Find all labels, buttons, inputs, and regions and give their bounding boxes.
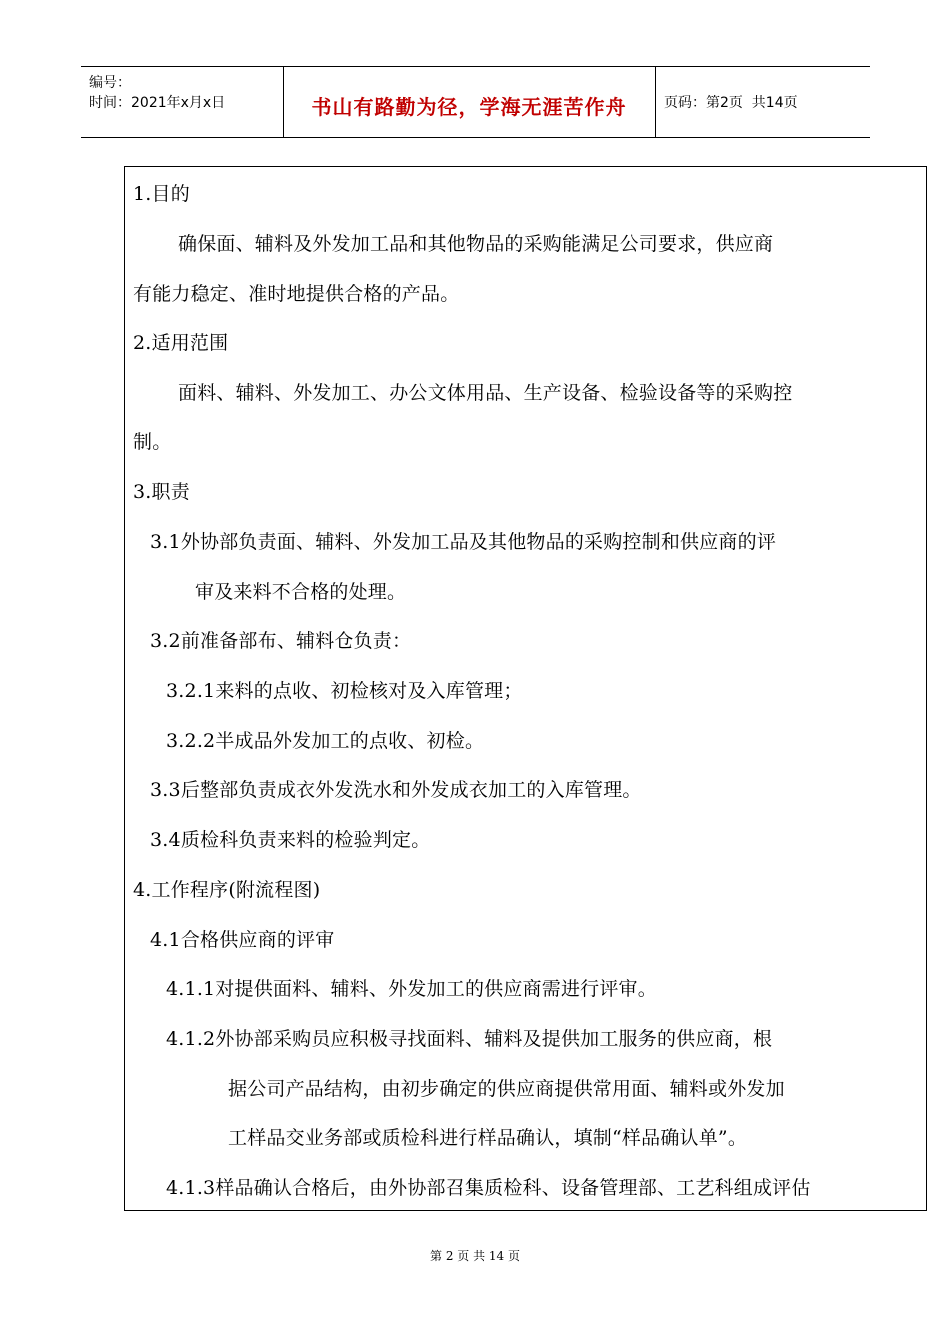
paragraph-line: 4.1.1对提供面料、辅料、外发加工的供应商需进行评审。 [166,978,657,1000]
paragraph-line: 3.2.2半成品外发加工的点收、初检。 [166,730,485,752]
motto: 书山有路勤为径，学海无涯苦作舟 [311,95,627,119]
subsection-heading: 4.1合格供应商的评审 [150,929,335,951]
paragraph-line: 有能力稳定、准时地提供合格的产品。 [133,283,460,305]
time-label: 时间：2021年x月x日 [89,95,226,111]
paragraph-line: 3.2前准备部布、辅料仓负责： [150,630,412,652]
paragraph-line: 3.2.1来料的点收、初检核对及入库管理； [166,680,523,702]
section-heading: 2.适用范围 [133,332,229,354]
section-heading: 4.工作程序(附流程图) [133,879,321,901]
paragraph-line: 确保面、辅料及外发加工品和其他物品的采购能满足公司要求，供应商 [178,233,774,255]
paragraph-line: 3.4质检科负责来料的检验判定。 [150,829,431,851]
section-heading: 3.职责 [133,481,190,503]
page-footer: 第 2 页 共 14 页 [430,1249,520,1263]
paragraph-line: 面料、辅料、外发加工、办公文体用品、生产设备、检验设备等的采购控 [178,382,793,404]
paragraph-line: 4.1.3样品确认合格后，由外协部召集质检科、设备管理部、工艺科组成评估 [166,1177,811,1199]
paragraph-line: 3.1外协部负责面、辅料、外发加工品及其他物品的采购控制和供应商的评 [150,531,777,553]
header-divider [655,67,656,137]
section-heading: 1.目的 [133,183,190,205]
number-label: 编号： [89,75,131,91]
paragraph-line: 据公司产品结构，由初步确定的供应商提供常用面、辅料或外发加 [228,1078,785,1100]
page-header [81,66,870,138]
page-info: 页码：第2页 共14页 [664,95,798,111]
paragraph-line: 制。 [133,431,172,453]
header-left-cell [89,73,225,113]
paragraph-line: 工样品交业务部或质检科进行样品确认，填制“样品确认单”。 [228,1127,748,1149]
paragraph-line: 4.1.2外协部采购员应积极寻找面料、辅料及提供加工服务的供应商，根 [166,1028,773,1050]
paragraph-line: 3.3后整部负责成衣外发洗水和外发成衣加工的入库管理。 [150,779,642,801]
paragraph-line: 审及来料不合格的处理。 [195,581,407,603]
